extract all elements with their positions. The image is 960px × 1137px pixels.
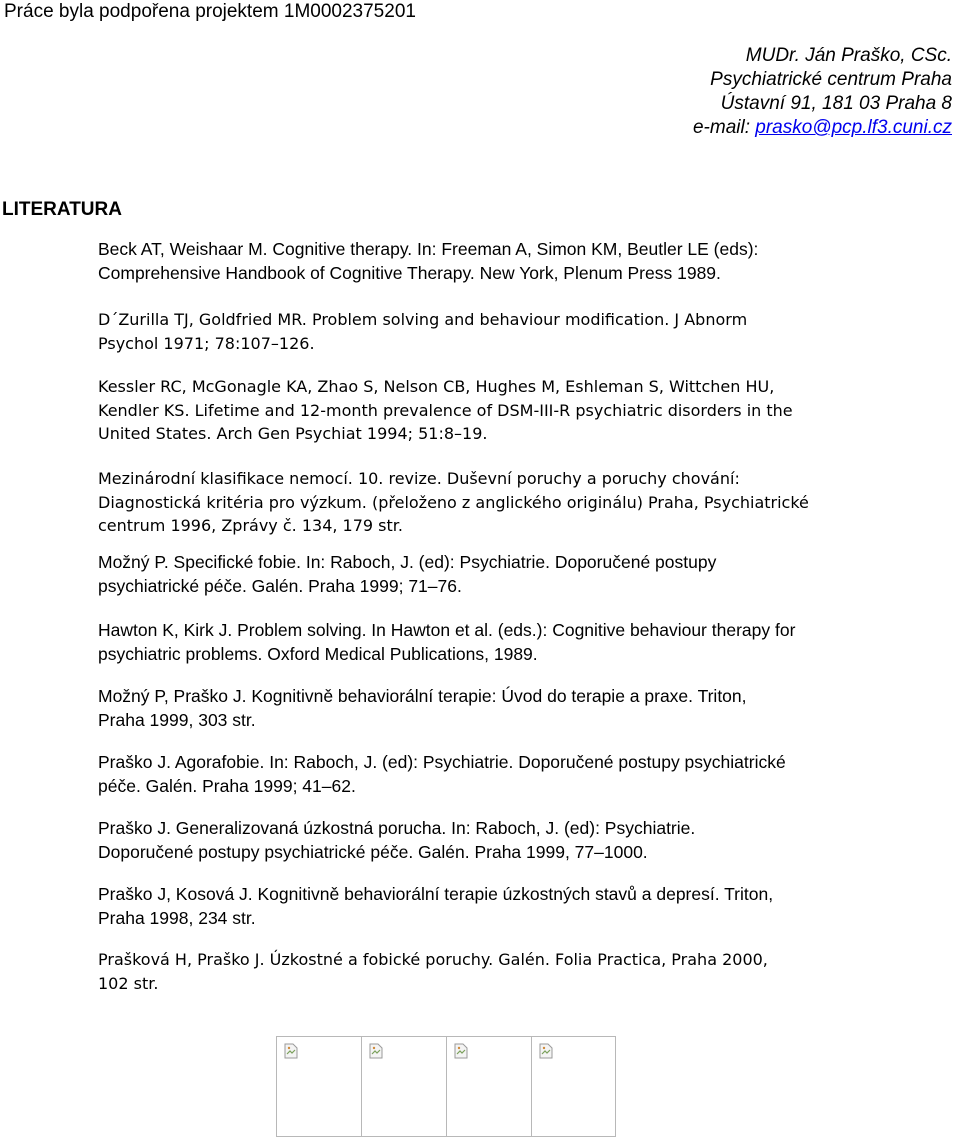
image-placeholder xyxy=(361,1036,446,1137)
reference-line: Praha 1998, 234 str. xyxy=(98,907,256,928)
image-placeholder xyxy=(446,1036,531,1137)
reference-line: centrum 1996, Zprávy č. 134, 179 str. xyxy=(98,516,403,535)
image-placeholder xyxy=(276,1036,361,1137)
reference-line: Mezinárodní klasifikace nemocí. 10. revize. Duševní poruchy a poruchy chování: xyxy=(98,469,740,488)
reference-item xyxy=(98,375,793,446)
broken-image-icon xyxy=(284,1043,298,1059)
reference-item xyxy=(98,467,809,538)
reference-line: Psychol 1971; 78:107–126. xyxy=(98,333,315,353)
author-address: Ústavní 91, 181 03 Praha 8 xyxy=(720,93,952,114)
reference-line: Kendler KS. Lifetime and 12-month prevalence of DSM-III-R psychiatric disorders in the xyxy=(98,400,793,420)
author-institution: Psychiatrické centrum Praha xyxy=(710,69,952,90)
reference-line: Praha 1999, 303 str. xyxy=(98,709,256,730)
reference-item xyxy=(98,308,747,355)
reference-item xyxy=(98,685,747,732)
reference-line: péče. Galén. Praha 1999; 41–62. xyxy=(98,775,356,796)
reference-line: United States. Arch Gen Psychiat 1994; 51:8–19. xyxy=(98,424,488,443)
section-heading: LITERATURA xyxy=(2,199,122,220)
reference-line: Comprehensive Handbook of Cognitive Therapy. New York, Plenum Press 1989. xyxy=(98,262,721,283)
reference-line: Kessler RC, McGonagle KA, Zhao S, Nelson CB, Hughes M, Eshleman S, Wittchen HU, xyxy=(98,377,775,396)
reference-line: Možný P, Praško J. Kognitivně behaviorální terapie: Úvod do terapie a praxe. Triton, xyxy=(98,686,747,706)
reference-line: Praško J. Agorafobie. In: Raboch, J. (ed): Psychiatrie. Doporučené postupy psychiatrické xyxy=(98,752,786,772)
header-note: Práce byla podpořena projektem 1M0002375201 xyxy=(4,1,416,22)
reference-line: Diagnostická kritéria pro výzkum. (přeloženo z anglického originálu) Praha, Psychiatrické xyxy=(98,492,809,512)
reference-line: Prašková H, Praško J. Úzkostné a fobické poruchy. Galén. Folia Practica, Praha 2000, xyxy=(98,950,768,969)
reference-line: D´Zurilla TJ, Goldfried MR. Problem solving and behaviour modification. J Abnorm xyxy=(98,310,748,329)
reference-line: Beck AT, Weishaar M. Cognitive therapy. In: Freeman A, Simon KM, Beutler LE (eds): xyxy=(98,239,759,259)
author-email-line xyxy=(693,116,952,140)
reference-line: Praško J, Kosová J. Kognitivně behaviorální terapie úzkostných stavů a depresí. Triton, xyxy=(98,884,774,904)
image-placeholder xyxy=(531,1036,616,1137)
reference-line: psychiatrické péče. Galén. Praha 1999; 71–76. xyxy=(98,575,462,596)
reference-line: psychiatric problems. Oxford Medical Publications, 1989. xyxy=(98,643,538,664)
reference-line: Možný P. Specifické fobie. In: Raboch, J. (ed): Psychiatrie. Doporučené postupy xyxy=(98,552,717,572)
reference-item xyxy=(98,551,716,598)
reference-line: Praško J. Generalizovaná úzkostná porucha. In: Raboch, J. (ed): Psychiatrie. xyxy=(98,818,696,838)
email-link[interactable]: prasko@pcp.lf3.cuni.cz xyxy=(755,117,952,138)
author-block xyxy=(693,44,952,140)
reference-item xyxy=(98,883,773,930)
reference-line: Hawton K, Kirk J. Problem solving. In Hawton et al. (eds.): Cognitive behaviour therapy for xyxy=(98,620,796,640)
broken-image-icon xyxy=(369,1043,383,1059)
reference-item xyxy=(98,948,768,995)
reference-item xyxy=(98,751,786,798)
reference-line: Doporučené postupy psychiatrické péče. Galén. Praha 1999, 77–1000. xyxy=(98,841,648,862)
email-label: e-mail: xyxy=(692,117,756,138)
reference-item xyxy=(98,619,795,666)
reference-line: 102 str. xyxy=(98,973,159,993)
broken-image-icon xyxy=(454,1043,468,1059)
reference-item xyxy=(98,817,695,864)
image-strip xyxy=(276,1036,621,1137)
reference-item xyxy=(98,238,758,285)
broken-image-icon xyxy=(539,1043,553,1059)
author-name: MUDr. Ján Praško, CSc. xyxy=(745,45,952,66)
